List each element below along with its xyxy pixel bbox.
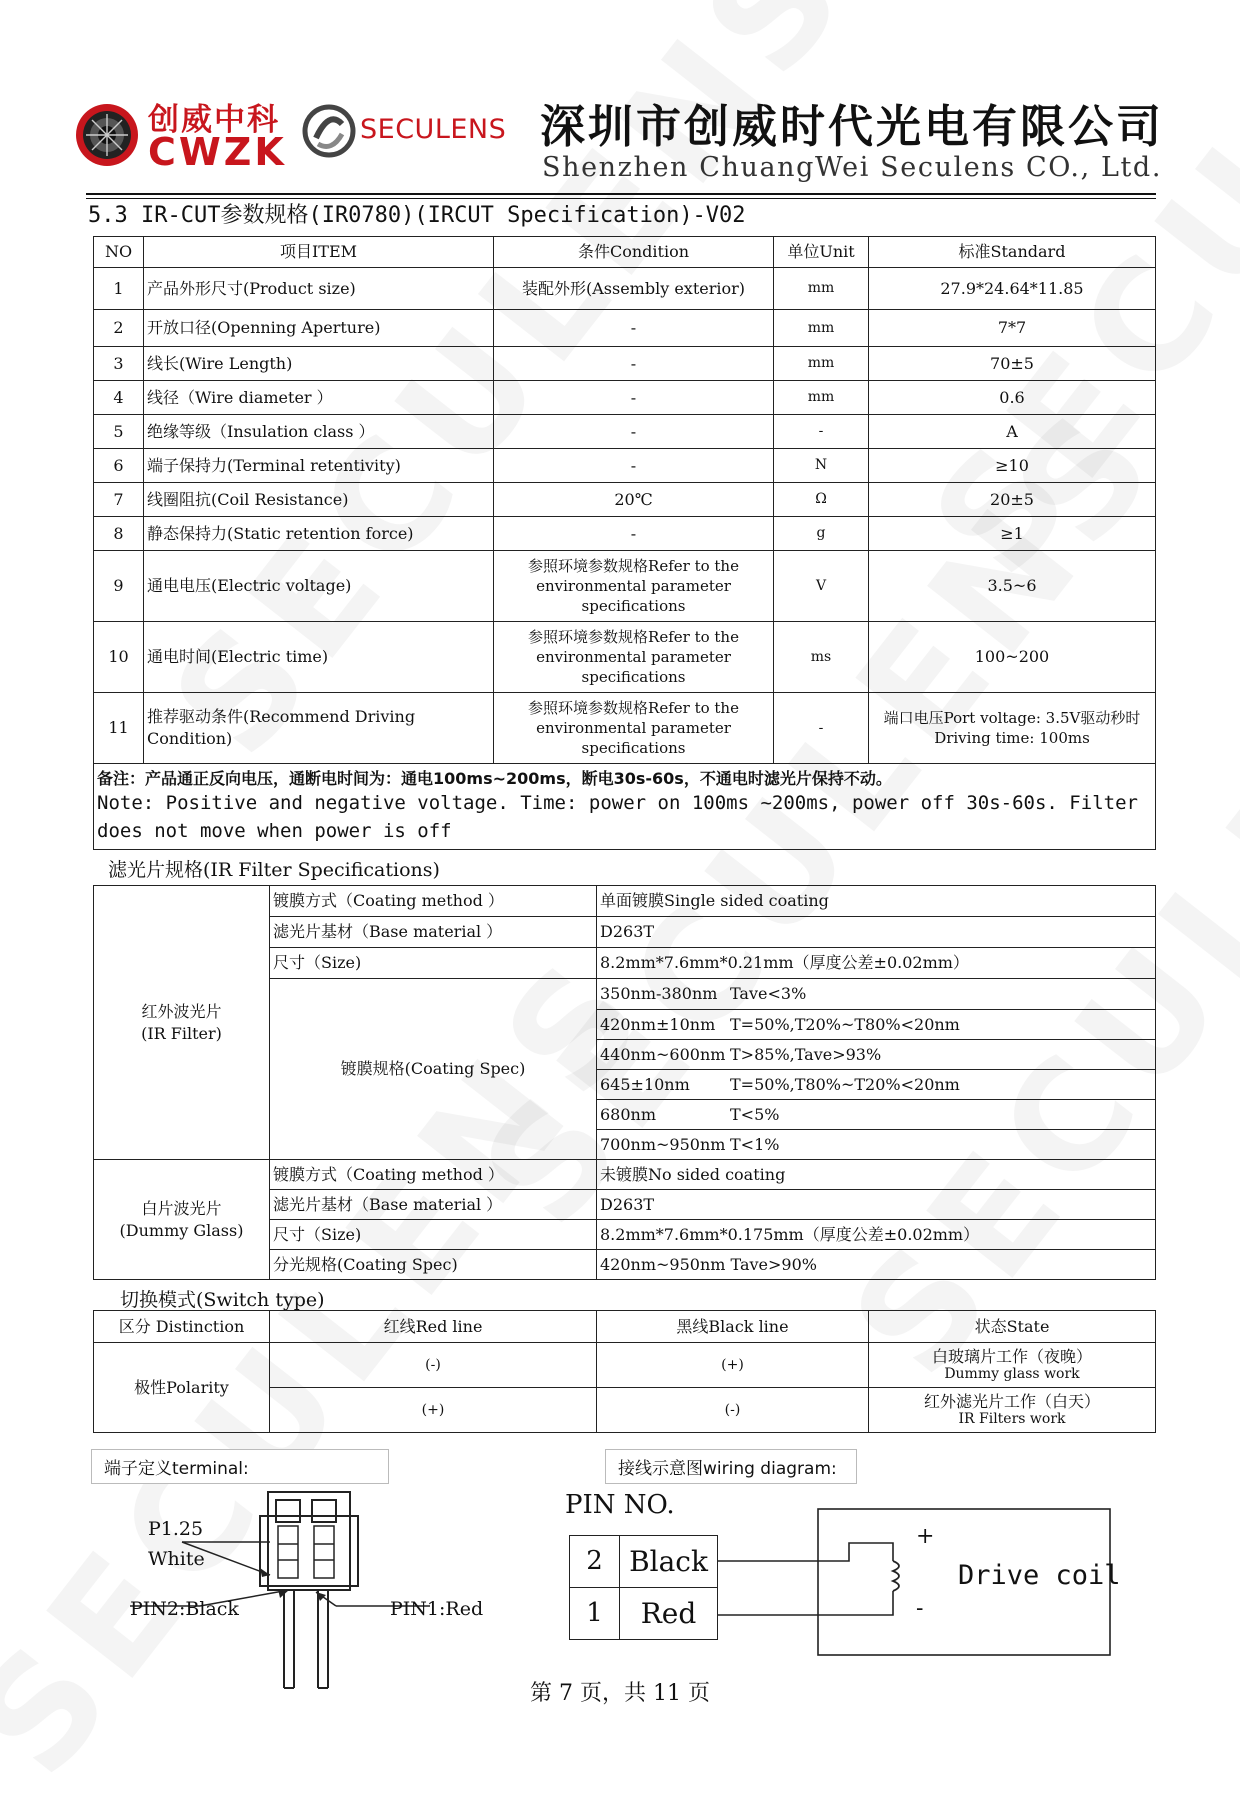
row-unit: - — [774, 693, 869, 764]
terminal-p125: P1.25 — [148, 1518, 204, 1540]
state-cell — [869, 1388, 1156, 1433]
header-black-line: 黑线Black line — [597, 1311, 869, 1343]
table-row — [94, 449, 1156, 483]
row-no: 2 — [94, 310, 144, 347]
wiring-minus: - — [916, 1596, 924, 1621]
row-label: 分光规格(Coating Spec) — [270, 1250, 597, 1280]
row-item: 推荐驱动条件(Recommend Driving Condition) — [144, 693, 494, 764]
table-header-row — [94, 1311, 1156, 1343]
row-standard: 100~200 — [869, 622, 1156, 693]
table-row — [94, 415, 1156, 449]
spec-range: 645±10nm — [600, 1074, 690, 1094]
note-row — [94, 764, 1156, 850]
wiring-plus: + — [916, 1524, 935, 1549]
terminal-title: 端子定义terminal: — [91, 1449, 389, 1484]
row-item: 通电电压(Electric voltage) — [144, 551, 494, 622]
row-no: 11 — [94, 693, 144, 764]
spec-value: Tave<3% — [730, 984, 807, 1004]
row-value: D263T — [597, 917, 1156, 948]
table-header-row — [94, 237, 1156, 268]
pin-name: Red — [620, 1588, 718, 1640]
coating-spec-row — [597, 1010, 1156, 1040]
row-standard: 27.9*24.64*11.85 — [869, 268, 1156, 310]
state-en: IR Filters work — [958, 1411, 1066, 1428]
table-row — [94, 347, 1156, 381]
table-row — [94, 886, 1156, 917]
row-standard: 70±5 — [869, 347, 1156, 381]
note-en: Note: Positive and negative voltage. Time: power on 100ms ~200ms, power off 30s-60s. Filter does not move when power is off — [97, 792, 1138, 843]
state-en: Dummy glass work — [944, 1366, 1080, 1383]
cwzk-en: CWZK — [148, 130, 287, 174]
row-no: 3 — [94, 347, 144, 381]
coating-spec-row — [597, 979, 1156, 1010]
switch-table — [93, 1310, 1156, 1433]
row-label: 滤光片基材（Base material ） — [270, 917, 597, 948]
row-standard: ≥10 — [869, 449, 1156, 483]
terminal-pin1: PIN1:Red — [390, 1598, 484, 1620]
table-row — [94, 622, 1156, 693]
row-condition: - — [494, 310, 774, 347]
red-value: (-) — [270, 1343, 597, 1388]
row-item: 通电时间(Electric time) — [144, 622, 494, 693]
black-value: (+) — [597, 1343, 869, 1388]
table-row — [570, 1536, 718, 1588]
row-standard: A — [869, 415, 1156, 449]
filter-title: 滤光片规格(IR Filter Specifications) — [108, 859, 440, 881]
row-item: 线长(Wire Length) — [144, 347, 494, 381]
row-condition: 20℃ — [494, 483, 774, 517]
row-standard: 0.6 — [869, 381, 1156, 415]
row-no: 1 — [94, 268, 144, 310]
row-label: 镀膜方式（Coating method ） — [270, 886, 597, 917]
row-condition: 参照环境参数规格Refer to the environmental parameter specifications — [494, 551, 774, 622]
header-rule — [86, 193, 1156, 195]
red-value: (+) — [270, 1388, 597, 1433]
row-item: 绝缘等级（Insulation class ） — [144, 415, 494, 449]
row-unit: - — [774, 415, 869, 449]
row-condition: 装配外形(Assembly exterior) — [494, 268, 774, 310]
coil-icon — [893, 1561, 899, 1591]
pin-name: Black — [620, 1536, 718, 1588]
row-no: 9 — [94, 551, 144, 622]
row-unit: mm — [774, 268, 869, 310]
row-item: 线圈阻抗(Coil Resistance) — [144, 483, 494, 517]
row-value: 单面镀膜Single sided coating — [597, 886, 1156, 917]
row-value: D263T — [597, 1190, 1156, 1220]
filter-table — [93, 885, 1156, 1280]
header-item: 项目ITEM — [144, 237, 494, 268]
coating-spec-row — [597, 1130, 1156, 1160]
pin-no-label: PIN NO. — [565, 1490, 675, 1520]
wiring-title: 接线示意图wiring diagram: — [605, 1449, 857, 1484]
row-label: 尺寸（Size) — [270, 1220, 597, 1250]
row-condition: 参照环境参数规格Refer to the environmental parameter specifications — [494, 622, 774, 693]
section-title: 5.3 IR-CUT参数规格(IR0780)(IRCUT Specification)-V02 — [88, 203, 746, 228]
note-cell — [94, 764, 1156, 850]
page-number: 第 7 页，共 11 页 — [530, 1681, 710, 1706]
header-condition: 条件Condition — [494, 237, 774, 268]
table-row — [94, 310, 1156, 347]
spec-value: T>85%,Tave>93% — [730, 1044, 882, 1064]
row-label: 尺寸（Size) — [270, 948, 597, 979]
row-item: 静态保持力(Static retention force) — [144, 517, 494, 551]
spec-range: 440nm~600nm — [600, 1044, 726, 1064]
spec-table — [93, 236, 1156, 850]
table-row — [94, 693, 1156, 764]
table-row — [570, 1588, 718, 1640]
spec-value: T=50%,T80%~T20%<20nm — [730, 1074, 960, 1094]
row-no: 5 — [94, 415, 144, 449]
coating-spec-row — [597, 1100, 1156, 1130]
row-unit: ms — [774, 622, 869, 693]
coating-spec-label: 镀膜规格(Coating Spec) — [270, 979, 597, 1160]
row-unit: Ω — [774, 483, 869, 517]
header-distinction: 区分 Distinction — [94, 1311, 270, 1343]
spec-value: T=50%,T20%~T80%<20nm — [730, 1014, 960, 1034]
row-standard: 7*7 — [869, 310, 1156, 347]
table-row — [94, 381, 1156, 415]
table-row — [94, 551, 1156, 622]
seculens-logo-icon — [302, 104, 356, 158]
row-condition: 参照环境参数规格Refer to the environmental parameter specifications — [494, 693, 774, 764]
header-unit: 单位Unit — [774, 237, 869, 268]
row-unit: V — [774, 551, 869, 622]
row-unit: mm — [774, 310, 869, 347]
spec-range: 680nm — [600, 1104, 657, 1124]
cwzk-cn: 创威中科 — [148, 102, 280, 138]
row-no: 10 — [94, 622, 144, 693]
header — [70, 90, 1170, 200]
row-unit: mm — [774, 381, 869, 415]
row-label: 镀膜方式（Coating method ） — [270, 1160, 597, 1190]
row-condition: - — [494, 415, 774, 449]
row-condition: - — [494, 517, 774, 551]
table-row — [94, 483, 1156, 517]
black-value: (-) — [597, 1388, 869, 1433]
header-state: 状态State — [869, 1311, 1156, 1343]
row-label: 滤光片基材（Base material ） — [270, 1190, 597, 1220]
row-no: 7 — [94, 483, 144, 517]
pin-number: 1 — [570, 1588, 620, 1640]
header-standard: 标准Standard — [869, 237, 1156, 268]
state-cn: 白玻璃片工作（夜晚） — [931, 1346, 1092, 1366]
cwzk-logo-icon — [74, 102, 140, 168]
drive-coil-label: Drive coil — [958, 1560, 1121, 1591]
row-condition: - — [494, 381, 774, 415]
row-item: 端子保持力(Terminal retentivity) — [144, 449, 494, 483]
header-no: NO — [94, 237, 144, 268]
row-condition: - — [494, 449, 774, 483]
row-value: 420nm~950nm Tave>90% — [597, 1250, 1156, 1280]
row-no: 6 — [94, 449, 144, 483]
row-standard: 3.5~6 — [869, 551, 1156, 622]
state-cn: 红外滤光片工作（白天） — [923, 1391, 1100, 1411]
coating-spec-row — [597, 1070, 1156, 1100]
seculens-brand: SECULENS — [360, 114, 507, 145]
state-cell — [869, 1343, 1156, 1388]
coating-spec-row — [597, 1040, 1156, 1070]
company-name-en: Shenzhen ChuangWei Seculens CO., Ltd. — [542, 152, 1163, 183]
table-row — [94, 1343, 1156, 1388]
switch-title: 切换模式(Switch type) — [120, 1289, 325, 1311]
pin-table — [569, 1535, 718, 1640]
spec-value: T<5% — [730, 1104, 780, 1124]
row-unit: g — [774, 517, 869, 551]
header-red-line: 红线Red line — [270, 1311, 597, 1343]
terminal-white: White — [148, 1548, 205, 1570]
polarity-label: 极性Polarity — [94, 1343, 270, 1433]
table-row — [94, 1160, 1156, 1190]
row-unit: mm — [774, 347, 869, 381]
row-item: 线径（Wire diameter ） — [144, 381, 494, 415]
row-condition: - — [494, 347, 774, 381]
row-standard: 20±5 — [869, 483, 1156, 517]
terminal-pin2: PIN2:Black — [130, 1598, 239, 1620]
spec-range: 350nm-380nm — [600, 984, 718, 1004]
table-row — [94, 517, 1156, 551]
row-value: 8.2mm*7.6mm*0.21mm（厚度公差±0.02mm） — [597, 948, 1156, 979]
pin-number: 2 — [570, 1536, 620, 1588]
spec-range: 700nm~950nm — [600, 1134, 726, 1154]
row-item: 开放口径(Openning Aperture) — [144, 310, 494, 347]
row-no: 8 — [94, 517, 144, 551]
dummy-glass-label: 白片波光片 (Dummy Glass) — [94, 1160, 270, 1280]
row-item: 产品外形尺寸(Product size) — [144, 268, 494, 310]
row-value: 8.2mm*7.6mm*0.175mm（厚度公差±0.02mm） — [597, 1220, 1156, 1250]
table-row — [94, 268, 1156, 310]
row-standard: 端口电压Port voltage: 3.5V驱动秒时Driving time: 100ms — [869, 693, 1156, 764]
row-value: 未镀膜No sided coating — [597, 1160, 1156, 1190]
row-unit: N — [774, 449, 869, 483]
company-name-cn: 深圳市创威时代光电有限公司 — [540, 100, 1165, 153]
note-cn: 备注：产品通正反向电压，通断电时间为：通电100ms~200ms，断电30s-60s，不通电时滤光片保持不动。 — [97, 768, 892, 788]
ir-filter-label: 红外波光片 (IR Filter) — [94, 886, 270, 1160]
spec-value: T<1% — [730, 1134, 780, 1154]
spec-range: 420nm±10nm — [600, 1014, 716, 1034]
row-standard: ≥1 — [869, 517, 1156, 551]
row-no: 4 — [94, 381, 144, 415]
